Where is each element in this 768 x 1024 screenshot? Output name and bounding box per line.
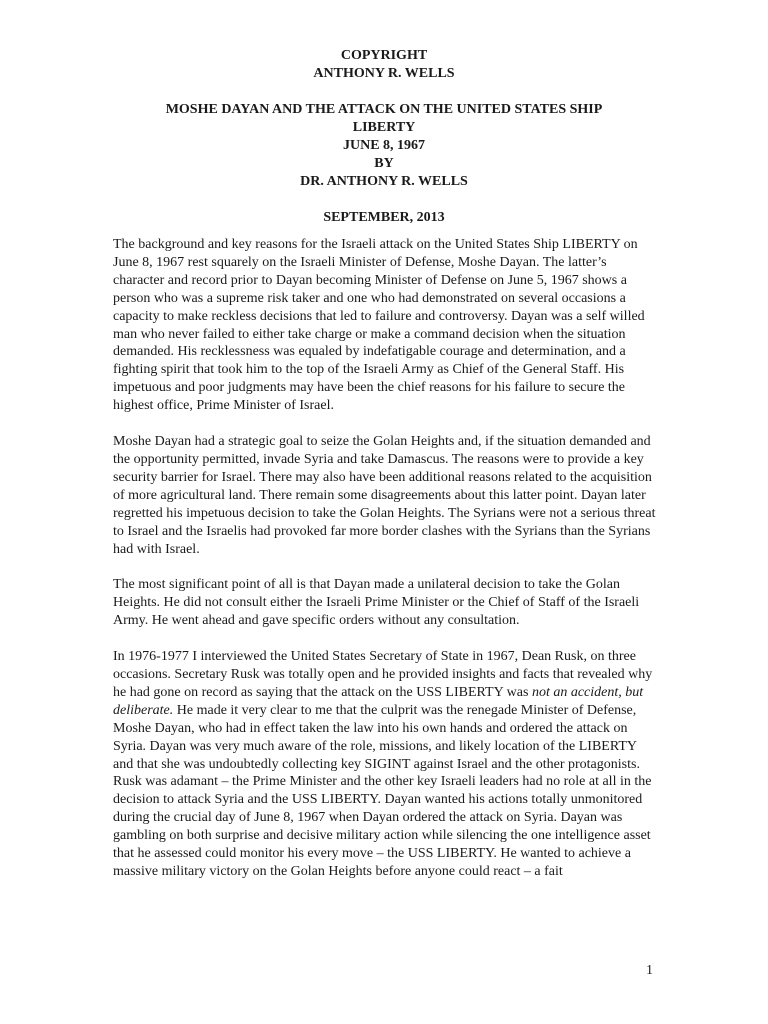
copyright-author: ANTHONY R. WELLS xyxy=(313,66,455,81)
paragraph-4-text-b: He made it very clear to me that the culprit was the renegade Minister of Defense, Moshe Dayan, who had in effect taken the law into his own hands and ordered the attack on Syria. Dayan was very much aware of the role, missions, and likely location of the LIBERTY and that she was undoubtedly collecting key SIGINT against Israel and the other protagonists. Rusk was adamant – the Prime Minister and the other key Israeli leaders had no role at all in the decision to attack Syria and the USS LIBERTY. Dayan wanted his actions totally unmonitored during the crucial day of June 8, 1967 when Dayan ordered the attack on Syria. Dayan was gambling on both surprise and decisive military action while silencing the one intelligence asset that he assessed could monitor his every move – the USS LIBERTY. He wanted to achieve a massive military victory on the Golan Heights before anyone could react – a fait xyxy=(113,702,652,879)
paragraph-4-emphasis: not an accident, but deliberate. xyxy=(113,684,644,718)
paragraph-4-text-a: In 1976-1977 I interviewed the United States Secretary of State in 1967, Dean Rusk, on three occasions. Secretary Rusk was totally open and he provided insights and facts that revealed why he had gone on record as saying that the attack on the USS LIBERTY was xyxy=(113,649,653,700)
heading-spacer xyxy=(100,83,668,101)
copyright-line: COPYRIGHT xyxy=(340,48,428,63)
paragraph-3: The most significant point of all is that Dayan made a unilateral decision to take the Golan Heights. He did not consult either the Israeli Prime Minister or the Chief of Staff of the Israeli Army. He went ahead and gave specific orders without any consultation. xyxy=(113,577,640,629)
event-date: JUNE 8, 1967 xyxy=(342,138,426,153)
author-name: DR. ANTHONY R. WELLS xyxy=(300,174,468,189)
heading-spacer-2 xyxy=(100,191,668,209)
paragraph-1: The background and key reasons for the Israeli attack on the United States Ship LIBERTY on June 8, 1967 rest squarely on the Israeli Minister of Defense, Moshe Dayan. The latter’s character and record prior to Dayan becoming Minister of Defense on June 5, 1967 shows a person who was a supreme risk taker and one who had demonstrated on several occasions a capacity to make reckless decisions that led to failure and controversy. Dayan was a self willed man who never failed to either take charge or make a command decision when the situation demanded. His recklessness was equaled by indefatigable courage and determination, and a fighting spirit that took him to the top of the Israeli Army as Chief of the General Staff. His impetuous and poor judgments may have been the chief reasons for his failure to secure the highest office, Prime Minister of Israel. xyxy=(113,237,645,414)
page-number: 1 xyxy=(646,963,653,978)
by-line: BY xyxy=(374,156,394,171)
publication-date: SEPTEMBER, 2013 xyxy=(323,210,445,225)
title-line-2: LIBERTY xyxy=(352,120,416,135)
paragraph-4 xyxy=(113,648,658,881)
body-text xyxy=(113,236,658,899)
paragraph-2: Moshe Dayan had a strategic goal to seize the Golan Heights and, if the situation demanded and the opportunity permitted, invade Syria and take Damascus. The reasons were to provide a key security barrier for Israel. There may also have been additional reasons related to the acquisition of more agricultural land. There remain some disagreements about this latter point. Dayan later regretted his impetuous decision to take the Golan Heights. The Syrians were not a serious threat to Israel and the Israelis had provoked far more border clashes with the Syrians than the Syrians had with Israel. xyxy=(113,434,656,557)
title-line-1: MOSHE DAYAN AND THE ATTACK ON THE UNITED STATES SHIP xyxy=(165,102,603,117)
document-heading xyxy=(100,47,668,227)
